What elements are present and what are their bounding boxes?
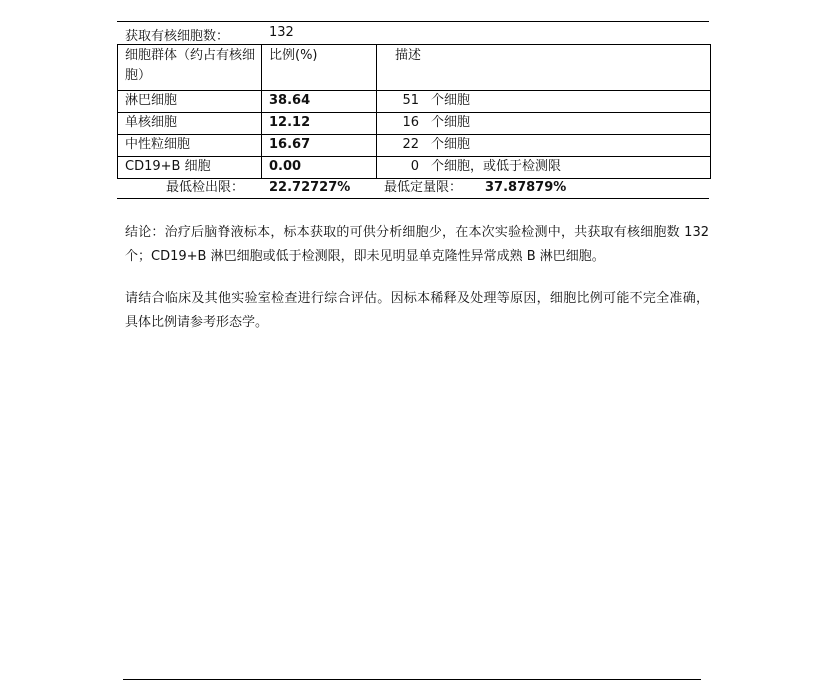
row-count: 51 bbox=[402, 93, 419, 108]
table-row bbox=[118, 91, 711, 113]
table-bottom-rule bbox=[117, 198, 709, 199]
nucleated-cells-value: 132 bbox=[269, 25, 294, 40]
nucleated-cells-label: 获取有核细胞数： bbox=[125, 29, 230, 44]
lod-label: 最低检出限： bbox=[166, 180, 245, 195]
row-ratio: 0.00 bbox=[262, 157, 377, 179]
row-population: 单核细胞 bbox=[118, 113, 262, 135]
row-population: 淋巴细胞 bbox=[118, 91, 262, 113]
row-count: 16 bbox=[402, 115, 419, 130]
conclusion-paragraph: 结论：治疗后脑脊液标本，标本获取的可供分析细胞少，在本次实验检测中，共获取有核细胞数 132 个；CD19+B 淋巴细胞或低于检测限，即未见明显单克隆性异常成熟 B 淋巴细胞。 bbox=[125, 225, 709, 264]
table-row bbox=[118, 157, 711, 179]
row-ratio: 16.67 bbox=[262, 135, 377, 157]
row-ratio: 12.12 bbox=[262, 113, 377, 135]
header-ratio: 比例(%) bbox=[262, 45, 377, 91]
table-row bbox=[118, 113, 711, 135]
row-description bbox=[377, 135, 711, 157]
footer-rule bbox=[123, 679, 701, 680]
table-header-row bbox=[118, 45, 711, 91]
row-ratio: 38.64 bbox=[262, 91, 377, 113]
nucleated-cells-count-row bbox=[117, 22, 709, 44]
row-desc-text: 个细胞 bbox=[431, 93, 471, 108]
detection-limits-row bbox=[117, 177, 709, 198]
header-description: 描述 bbox=[377, 45, 711, 91]
header-population: 细胞群体（约占有核细胞） bbox=[118, 45, 262, 91]
row-count: 0 bbox=[410, 159, 419, 174]
row-count: 22 bbox=[402, 137, 419, 152]
row-desc-text: 个细胞 bbox=[431, 137, 471, 152]
lod-value: 22.72727% bbox=[269, 180, 351, 195]
row-population: 中性粒细胞 bbox=[118, 135, 262, 157]
loq-value: 37.87879% bbox=[485, 180, 567, 195]
row-description bbox=[377, 91, 711, 113]
table-row bbox=[118, 135, 711, 157]
row-desc-text: 个细胞，或低于检测限 bbox=[431, 159, 562, 174]
advice-paragraph: 请结合临床及其他实验室检查进行综合评估。因标本稀释及处理等原因，细胞比例可能不完全准确，具体比例请参考形态学。 bbox=[125, 291, 709, 330]
row-population: CD19+B 细胞 bbox=[118, 157, 262, 179]
row-description bbox=[377, 113, 711, 135]
loq-label: 最低定量限： bbox=[384, 180, 463, 195]
cell-population-table bbox=[117, 44, 711, 179]
row-desc-text: 个细胞 bbox=[431, 115, 471, 130]
row-description bbox=[377, 157, 711, 179]
